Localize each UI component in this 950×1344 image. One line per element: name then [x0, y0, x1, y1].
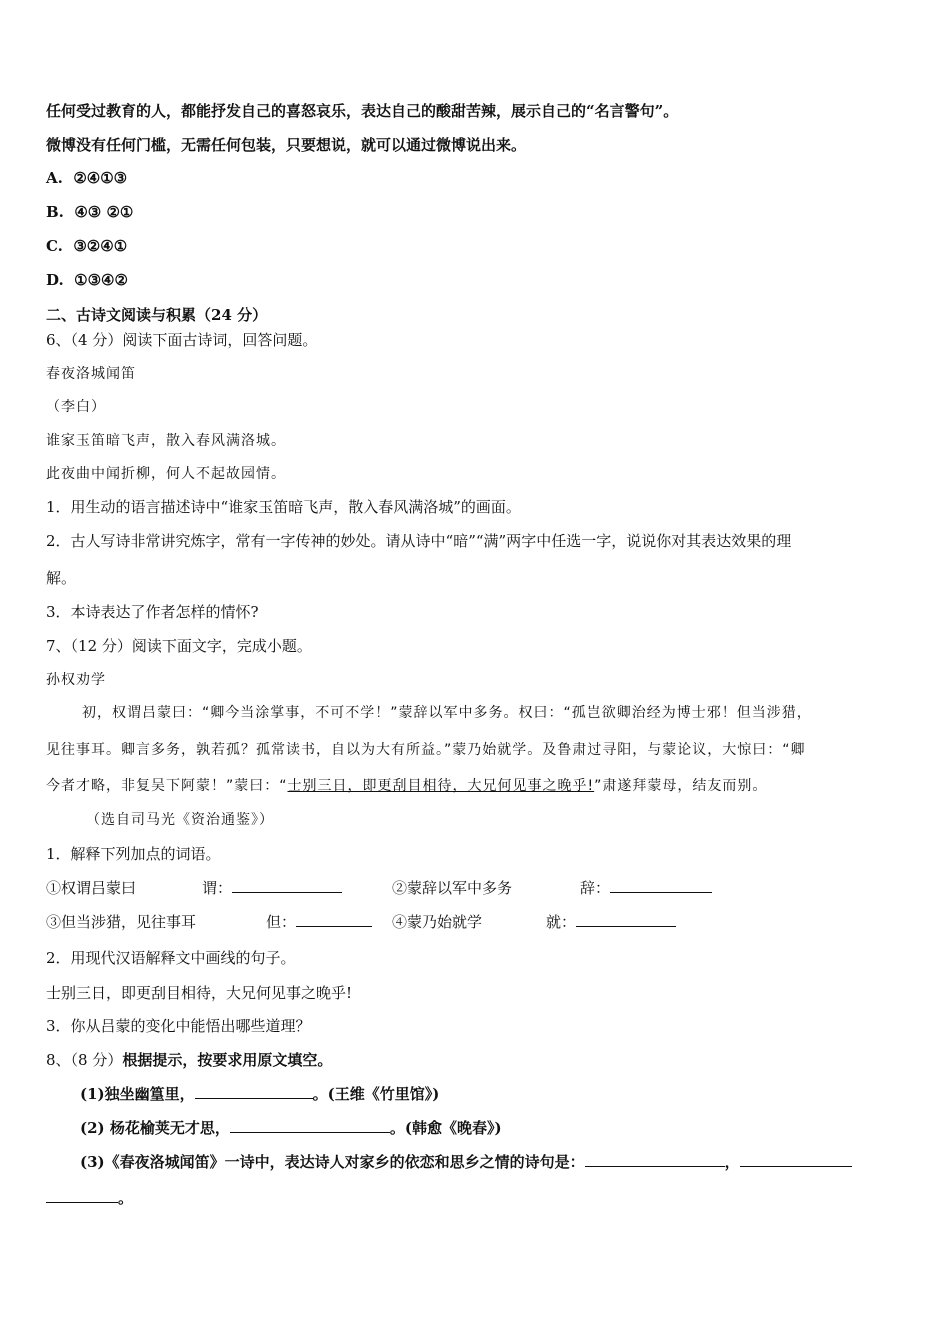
q6-stem: 6、（4 分）阅读下面古诗词，回答问题。	[46, 331, 318, 349]
q8-item-3-comma: ，	[724, 1153, 740, 1171]
word-2-key-label: 辞：	[580, 879, 611, 897]
option-c-label: C.	[46, 237, 63, 255]
q6-poem-title: 春夜洛城闻笛	[46, 366, 136, 382]
option-a-value: ②④①③	[73, 169, 128, 187]
q8-instruction: 根据提示，按要求用原文填空。	[122, 1051, 333, 1069]
q8-item-3-continued	[46, 1187, 133, 1209]
word-3-key	[266, 911, 372, 933]
option-d[interactable]	[46, 269, 128, 291]
q7-para-3	[46, 775, 767, 797]
option-b-label: B.	[46, 203, 64, 221]
word-1-key	[202, 877, 342, 899]
word-2-key	[580, 877, 712, 899]
word-3-key-label: 但：	[266, 913, 297, 931]
word-1: ①权谓吕蒙曰	[46, 879, 137, 897]
option-b[interactable]	[46, 201, 133, 223]
q6-sub-2a: 2．古人写诗非常讲究炼字，常有一字传神的妙处。请从诗中“暗”“满”两字中任选一字，说说你对其表达效果的理	[46, 532, 792, 550]
q7-para-3-end: ”肃遂拜蒙母，结友而别。	[594, 778, 768, 794]
word-1-key-label: 谓：	[202, 879, 233, 897]
q8-item-2-blank[interactable]	[230, 1118, 390, 1133]
q8-item-1-blank[interactable]	[195, 1084, 313, 1099]
q7-sub-3: 3．你从吕蒙的变化中能悟出哪些道理？	[46, 1017, 311, 1035]
q8-item-2-source: 。(韩愈《晚春》)	[389, 1119, 502, 1137]
q7-words-row-2	[46, 911, 906, 933]
q8-item-3	[80, 1151, 852, 1173]
word-1-blank[interactable]	[232, 878, 342, 893]
word-4: ④蒙乃始就学	[392, 913, 483, 931]
q8-stem	[46, 1049, 332, 1071]
q7-para-3-start: 今者才略，非复吴下阿蒙！”蒙曰：“	[46, 778, 288, 794]
intro-line-2: 微博没有任何门槛，无需任何包装，只要想说，就可以通过微博说出来。	[46, 136, 527, 154]
option-c[interactable]	[46, 235, 127, 257]
q7-sub-2: 2．用现代汉语解释文中画线的句子。	[46, 949, 296, 967]
q8-item-3-blank-2-cont[interactable]	[46, 1188, 118, 1203]
q7-title: 孙权劝学	[46, 672, 106, 688]
q7-sub-1: 1．解释下列加点的词语。	[46, 845, 221, 863]
q6-poem-line-1: 谁家玉笛暗飞声，散入春风满洛城。	[46, 433, 286, 449]
word-3-blank[interactable]	[296, 912, 372, 927]
q7-stem: 7、（12 分）阅读下面文字，完成小题。	[46, 637, 312, 655]
option-d-value: ①③④②	[74, 271, 128, 289]
q8-item-2	[80, 1117, 502, 1139]
q8-item-2-prompt: (2) 杨花榆荚无才思，	[80, 1119, 230, 1137]
word-2-blank[interactable]	[610, 878, 712, 893]
intro-line-1: 任何受过教育的人，都能抒发自己的喜怒哀乐，表达自己的酸甜苦辣，展示自己的“名言警句”。	[46, 102, 679, 120]
q6-sub-1: 1．用生动的语言描述诗中“谁家玉笛暗飞声，散入春风满洛城”的画面。	[46, 498, 521, 516]
word-4-blank[interactable]	[576, 912, 676, 927]
q7-words-row-1	[46, 877, 906, 899]
word-4-key	[546, 911, 676, 933]
q7-para-1: 初，权谓吕蒙曰：“卿今当涂掌事，不可不学！”蒙辞以军中多务。权曰：“孤岂欲卿治经为博士邪！但当涉猎，	[82, 705, 812, 721]
q8-number: 8、（8 分）	[46, 1051, 123, 1069]
q6-poem-line-2: 此夜曲中闻折柳，何人不起故园情。	[46, 466, 286, 482]
q8-item-1-source: 。(王维《竹里馆》)	[312, 1085, 440, 1103]
q7-sentence: 士别三日，即更刮目相待，大兄何见事之晚乎!	[46, 984, 353, 1002]
q7-source: （选自司马光《资治通鉴》）	[86, 812, 274, 828]
option-a[interactable]	[46, 167, 127, 189]
q6-poem-author: （李白）	[46, 399, 106, 415]
q8-item-3-prompt: (3)《春夜洛城闻笛》一诗中，表达诗人对家乡的依恋和思乡之情的诗句是：	[80, 1153, 585, 1171]
option-d-label: D.	[46, 271, 64, 289]
option-b-value: ④③ ②①	[74, 203, 134, 221]
q6-sub-2b: 解。	[46, 569, 77, 587]
q8-item-3-blank-1[interactable]	[585, 1152, 725, 1167]
q8-item-1-prompt: (1)独坐幽篁里，	[80, 1085, 195, 1103]
q8-item-3-period: 。	[118, 1189, 134, 1207]
option-c-value: ③②④①	[73, 237, 128, 255]
word-2: ②蒙辞以军中多务	[392, 879, 513, 897]
q8-item-1	[80, 1083, 439, 1105]
q8-item-3-blank-2[interactable]	[740, 1152, 852, 1167]
q6-sub-3: 3．本诗表达了作者怎样的情怀?	[46, 603, 259, 621]
word-4-key-label: 就：	[546, 913, 577, 931]
q7-underlined-sentence: 士别三日，即更刮目相待，大兄何见事之晚乎!	[287, 778, 595, 794]
q7-para-2: 见往事耳。卿言多务，孰若孤？孤常读书，自以为大有所益。”蒙乃始就学。及鲁肃过寻阳，与蒙论议，大惊曰：“卿	[46, 742, 806, 758]
option-a-label: A.	[46, 169, 63, 187]
section-2-heading: 二、古诗文阅读与积累（24 分）	[46, 306, 268, 324]
word-3: ③但当涉猎，见往事耳	[46, 913, 197, 931]
